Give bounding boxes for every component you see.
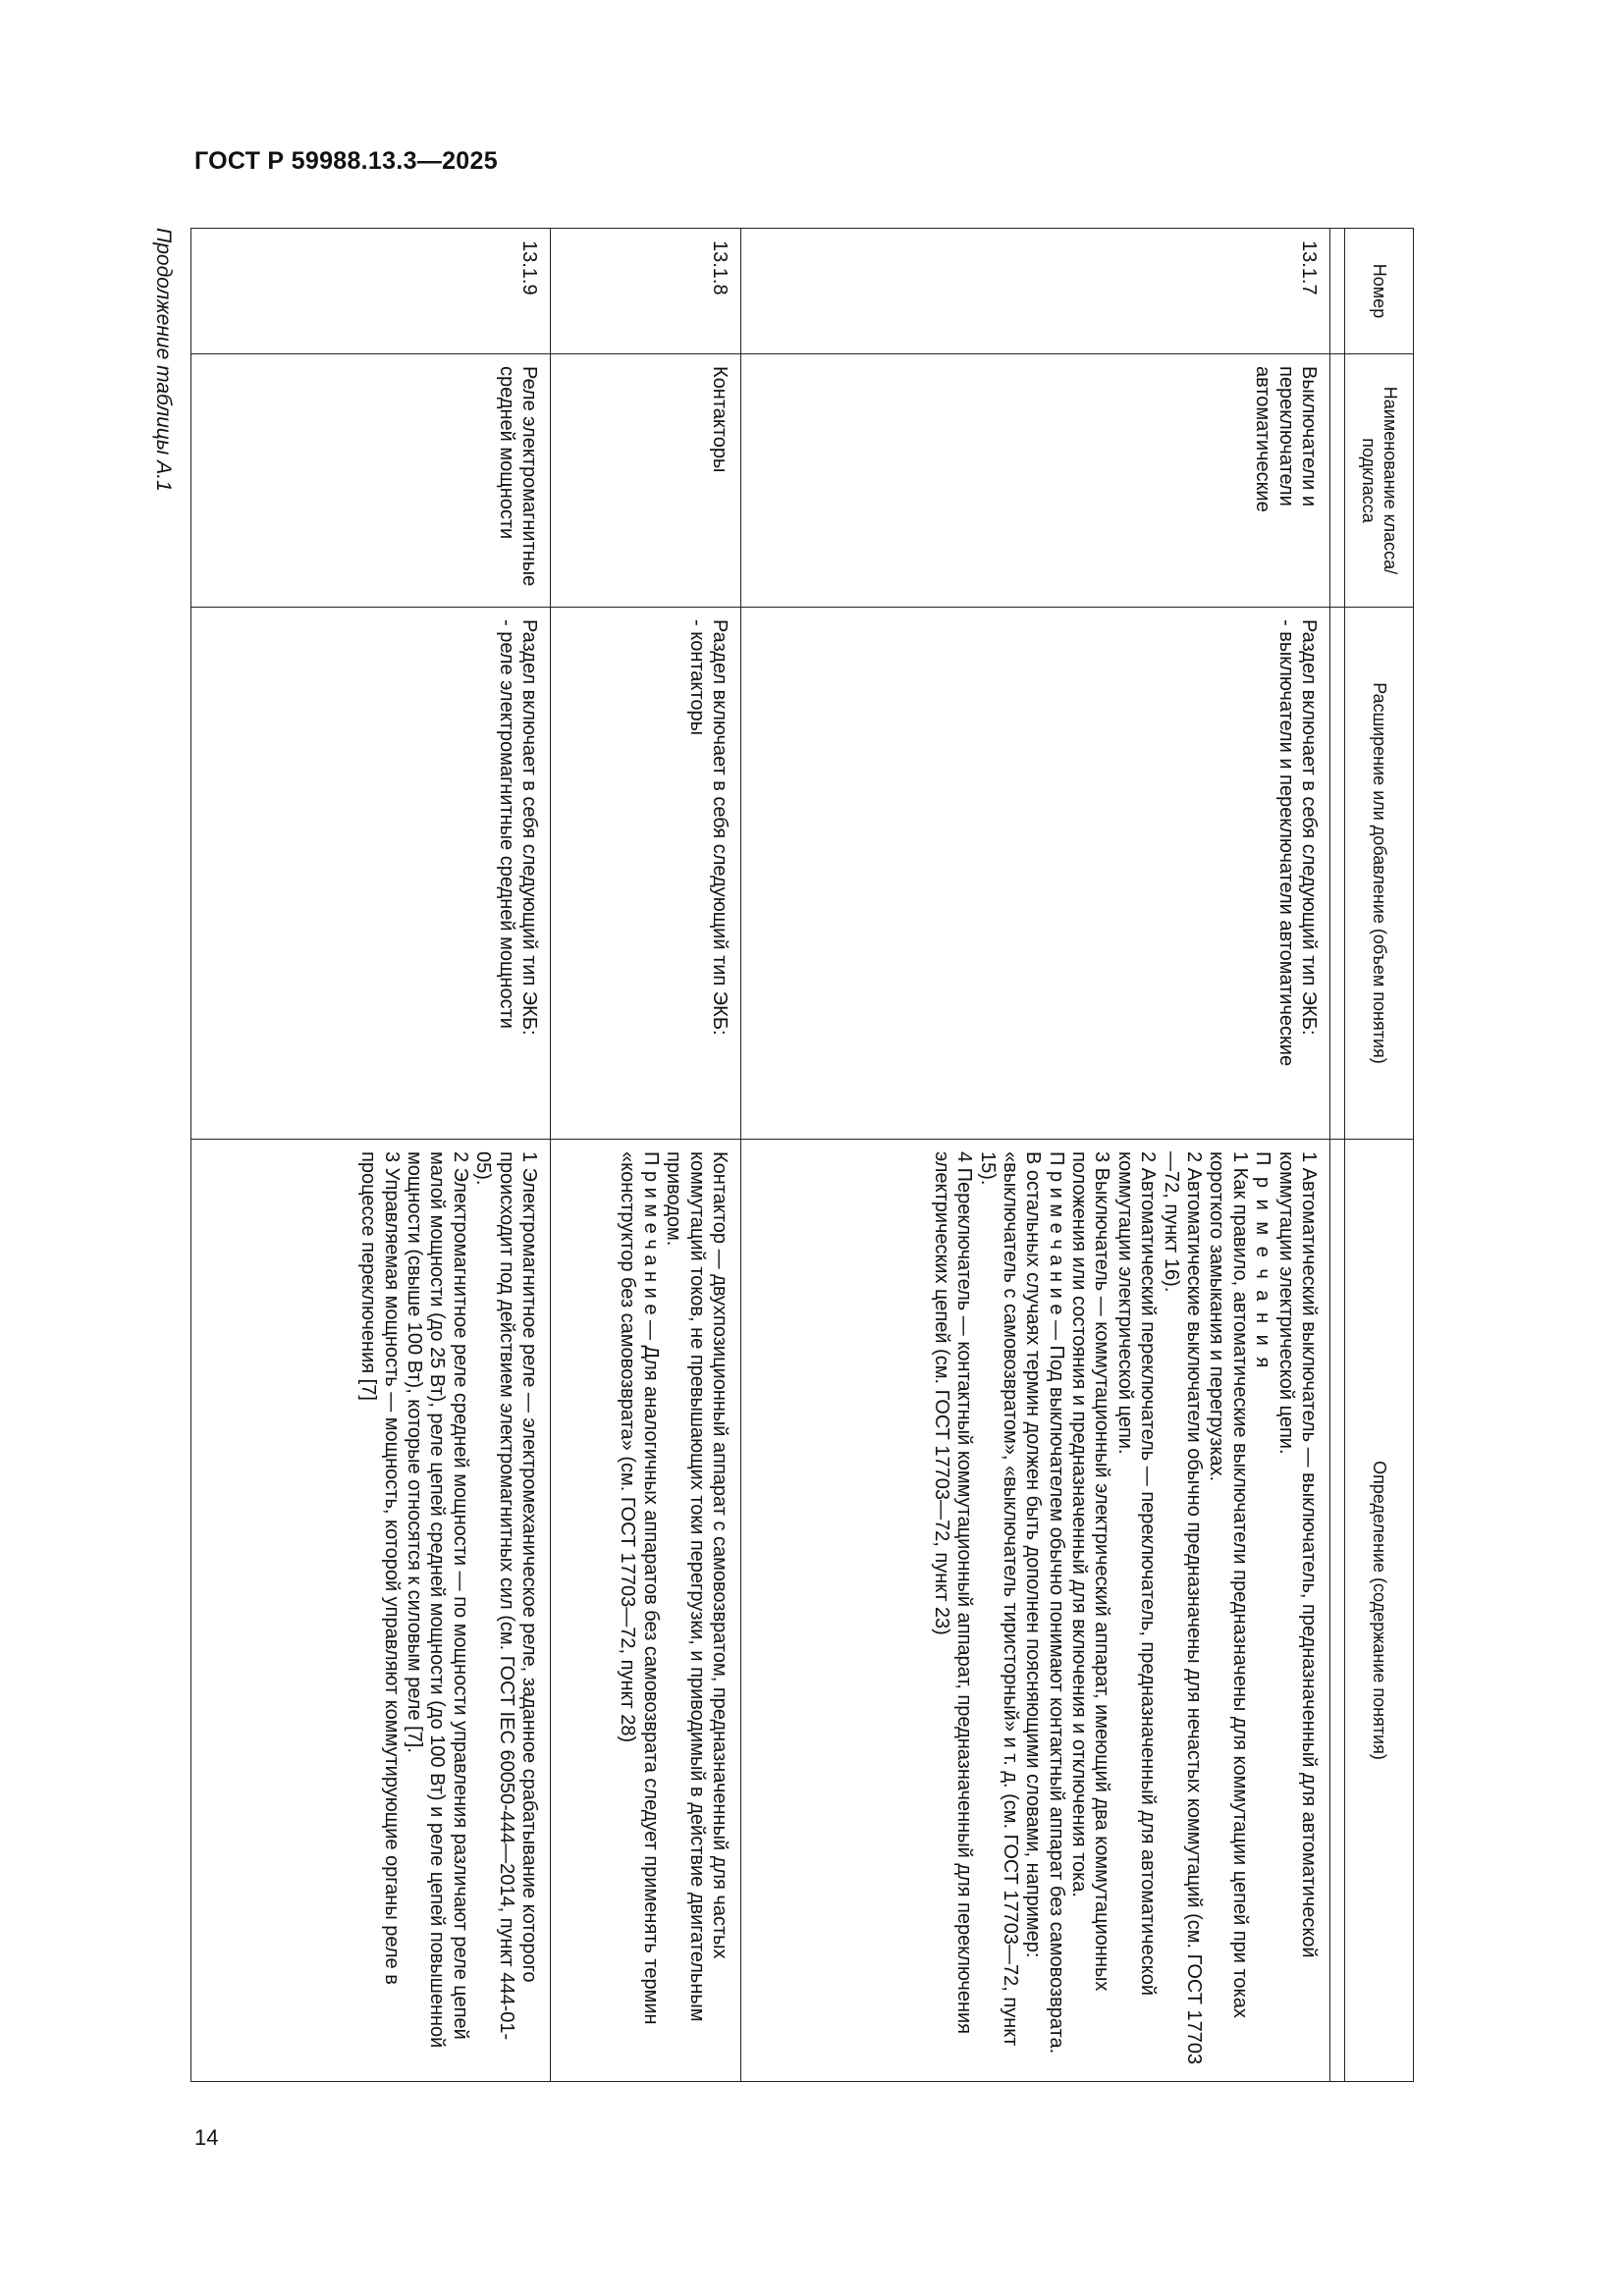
row-number: 13.1.7 — [741, 229, 1330, 354]
definition-line: 2 Электромагнитное реле средней мощности — по мощности управления различают реле цепей малой мощности (до 25 Вт), реле цепей средней мощности (до 100 Вт) и реле цепей повышенной мощности (свыше 100 Вт), которые относятся к силовым реле [7]. — [404, 1151, 471, 2049]
document-header: ГОСТ Р 59988.13.3—2025 — [194, 147, 498, 175]
table-row — [191, 229, 551, 2082]
definition-line: 3 Управляемая мощность — мощность, которой управляют коммутирующие органы реле в процессе переключения [7] — [357, 1151, 403, 1985]
definition-line: П р и м е ч а н и е — Для аналогичных аппаратов без самовозврата следует применять термин «конструктор без самовозврата» (см. ГОСТ 17703—72, пункт 28) — [617, 1151, 662, 2025]
table-row — [551, 229, 741, 2082]
definition-line: 4 Переключатель — контактный коммутационный аппарат, предназначенный для переключения электрических цепей (см. ГОСТ 17703—72, пункт 23) — [930, 1151, 976, 2035]
row-class-name: Реле электромагнитные средней мощности — [191, 354, 551, 608]
extension-line: Раздел включает в себя следующий тип ЭКБ: — [518, 619, 540, 1036]
row-number: 13.1.8 — [551, 229, 741, 354]
definition-line: 2 Автоматический переключатель — переключатель, предназначенный для автоматической коммутации электрической цепи. — [1113, 1151, 1160, 1996]
extension-line: - выключатели и переключатели автоматические — [1274, 619, 1297, 1067]
extension-line: - контакторы — [685, 619, 708, 735]
extension-line: - реле электромагнитные средней мощности — [495, 619, 517, 1029]
row-class-name: Выключатели и переключатели автоматические — [741, 354, 1330, 608]
classification-table — [190, 228, 1414, 2082]
extension-line: Раздел включает в себя следующий тип ЭКБ: — [709, 619, 731, 1036]
definition-line: 2 Автоматические выключатели обычно предназначены для нечастых коммутаций (см. ГОСТ 17703—72, пункт 16). — [1160, 1151, 1206, 2065]
definition-line: Контактор — двухпозиционный аппарат с самовозвратом, предназначенный для частых коммутаций токов, не превышающих токи перегрузки, и приводимый в действие двигательным приводом. — [663, 1151, 731, 2022]
table-header-row — [1345, 229, 1414, 2082]
column-header-extension: Расширение или добавление (объем понятия) — [1345, 608, 1414, 1140]
row-definition — [191, 1140, 551, 2082]
definition-line: 1 Как правило, автоматические выключатели предназначены для коммутации цепей при токах короткого замыкания и перегрузках. — [1206, 1151, 1251, 2018]
table-row — [741, 229, 1330, 2082]
definition-note-heading: П р и м е ч а н и я — [1252, 1151, 1274, 1371]
page-number: 14 — [194, 2125, 219, 2150]
definition-line: 1 Электромагнитное реле — электромеханическое реле, заданное срабатывание которого происходит под действием электромагнитных сил (см. ГОСТ IEC 60050-444—2014, пункт 444-01-05). — [472, 1151, 540, 2041]
table-caption: Продолжение таблицы А.1 — [152, 228, 175, 492]
column-header-class-name: Наименование класса/подкласса — [1345, 354, 1414, 608]
row-extension — [191, 608, 551, 1140]
header-separator — [1330, 229, 1345, 2082]
definition-line: 3 Выключатель — коммутационный электрический аппарат, имеющий два коммутационных положения или состояния и предназначенный для включения и отключения тока. — [1068, 1151, 1113, 1992]
rotated-table-area — [152, 228, 1414, 2081]
row-class-name: Контакторы — [551, 354, 741, 608]
definition-line: П р и м е ч а н и е — Под выключателем обычно понимают контактный аппарат без самовозврата. В остальных случаях термин должен быть дополнен поясняющими словами, например: «выключатель с самовозвратом», «выключатель тиристорный» и т. д. (см. ГОСТ 17703—72, пункт 15). — [976, 1151, 1067, 2055]
definition-line: 1 Автоматический выключатель — выключатель, предназначенный для автоматической коммутации электрической цепи. — [1274, 1151, 1320, 1958]
row-definition — [741, 1140, 1330, 2082]
row-extension — [551, 608, 741, 1140]
column-header-number: Номер — [1345, 229, 1414, 354]
row-definition — [551, 1140, 741, 2082]
extension-line: Раздел включает в себя следующий тип ЭКБ: — [1298, 619, 1320, 1036]
row-extension — [741, 608, 1330, 1140]
column-header-definition: Определение (содержание понятия) — [1345, 1140, 1414, 2082]
row-number: 13.1.9 — [191, 229, 551, 354]
